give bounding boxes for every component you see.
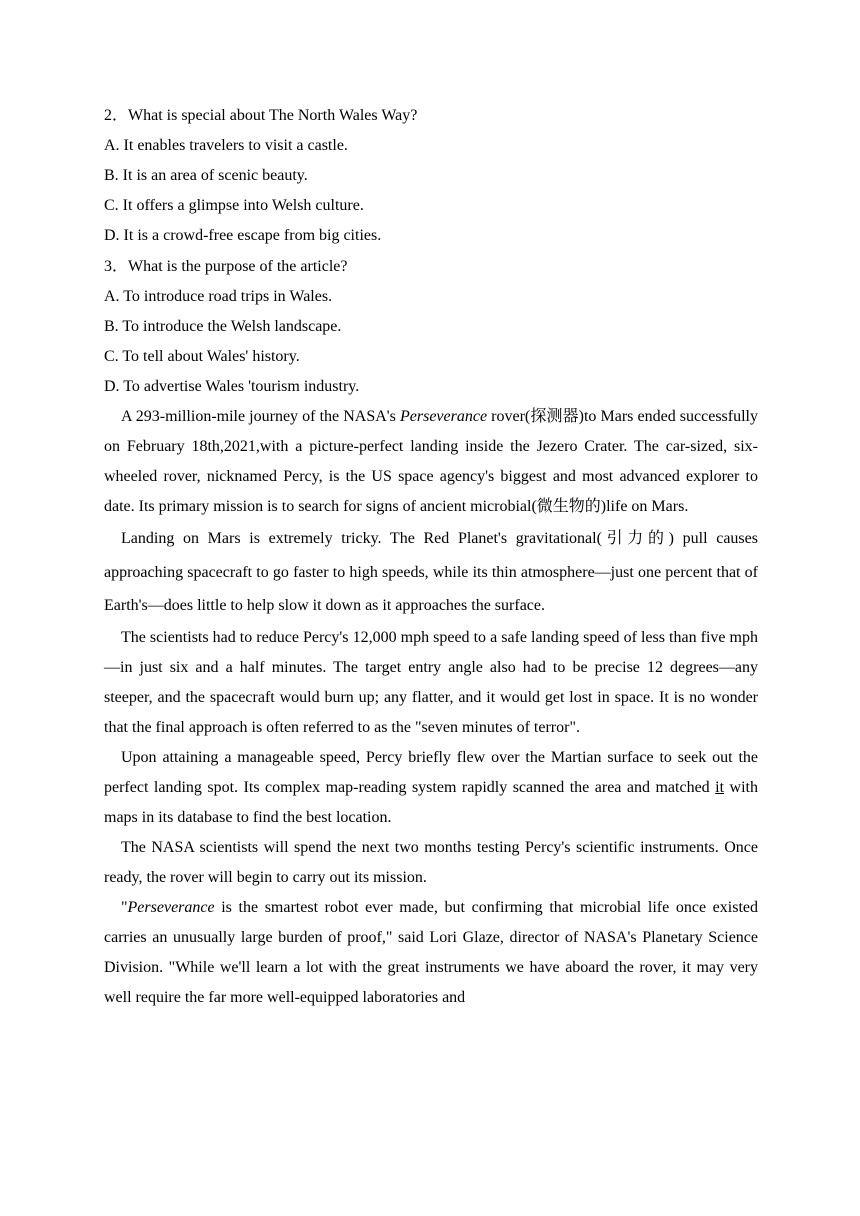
question-3-option-d: D. To advertise Wales 'tourism industry. [104, 378, 360, 395]
question-2-option-c: C. It offers a glimpse into Welsh culture. [104, 197, 364, 214]
p4-text-end: with maps in its database to find the best location. [104, 778, 758, 826]
question-3-option-a: A. To introduce road trips in Wales. [104, 288, 333, 305]
p1-text-end: rover(探测器)to Mars ended successfully on February 18th,2021,with a picture-perfect landing inside the Jezero Crater. The car-sized, six-wheeled rover, nicknamed Percy, is the US space agency's biggest and most advanced explorer to date. Its primary mission is to search for signs of ancient microbial(微生物的)life on Mars. [104, 408, 758, 515]
passage-paragraph-6 [104, 893, 758, 1013]
passage-paragraph-1 [104, 402, 758, 522]
p6-text: is the smartest robot ever made, but confirming that microbial life once existed carries an unusually large burden of proof," said Lori Glaze, director of NASA's Planetary Science Division. "While we'll learn a lot with the great instruments we have aboard the rover, it may very well require the far more well-equipped laboratories and [104, 898, 758, 1006]
rover-name-quote: Perseverance [127, 898, 215, 916]
underlined-word-it: it [715, 778, 725, 796]
passage-paragraph-2: Landing on Mars is extremely tricky. The Red Planet's gravitational(引力的) pull causes approaching spacecraft to go faster to high speeds, while its thin atmosphere—just one percent that of Earth's—does little to help slow it down as it approaches the surface. [104, 530, 758, 614]
question-2-option-d: D. It is a crowd-free escape from big cities. [104, 227, 382, 244]
p6-open-quote: " [121, 898, 128, 916]
question-2-option-b: B. It is an area of scenic beauty. [104, 167, 308, 184]
question-3-stem: 3．What is the purpose of the article? [104, 258, 348, 275]
question-3-option-c: C. To tell about Wales' history. [104, 348, 300, 365]
passage-paragraph-5: The NASA scientists will spend the next two months testing Percy's scientific instruments. Once ready, the rover will begin to carry out its mission. [104, 838, 758, 886]
p4-text-start: Upon attaining a manageable speed, Percy briefly flew over the Martian surface to seek out the perfect landing spot. Its complex map-reading system rapidly scanned the area and matched [104, 748, 758, 796]
question-2-stem: 2．What is special about The North Wales Way? [104, 107, 418, 124]
passage-paragraph-3: The scientists had to reduce Percy's 12,000 mph speed to a safe landing speed of less than five mph—in just six and a half minutes. The target entry angle also had to be precise 12 degrees—any steeper, and the spacecraft would burn up; any flatter, and it would get lost in space. It is no wonder that the final approach is often referred to as the "seven minutes of terror". [104, 628, 758, 736]
p1-text-start: A 293-million-mile journey of the NASA's [121, 408, 400, 425]
document-page [104, 100, 758, 1013]
rover-name: Perseverance [400, 408, 488, 425]
question-2-option-a: A. It enables travelers to visit a castle. [104, 137, 348, 154]
question-3-option-b: B. To introduce the Welsh landscape. [104, 318, 342, 335]
passage-paragraph-4 [104, 743, 758, 833]
